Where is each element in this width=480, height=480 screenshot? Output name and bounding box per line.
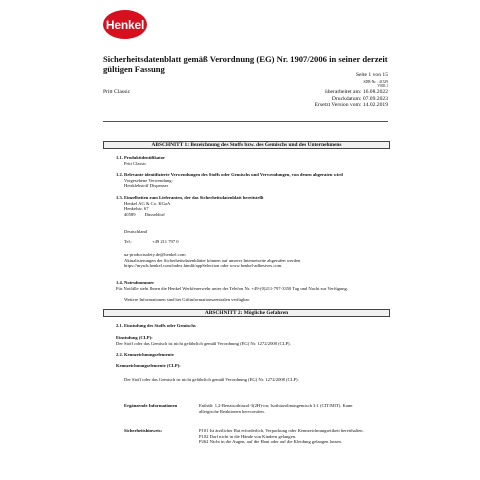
emergency-text: Für Notfälle steht Ihnen die Henkel Werkfeuerwehr unter der Telefon Nr. +49-(0)211-797-3350 Tag und Nacht zur Verfügung. [116,285,348,291]
company-city: 40589 Düsseldorf [124,211,165,217]
intended-use-label: Vorgesehene Verwendung: [124,177,173,183]
precautionary-statements [199,428,364,445]
supplementary-line-1: Enthält: 1,2-Benzisothiazol-3(2H)-on; Isothiazolinongemisch 3:1 (CIT/MIT). Kann [199,403,353,408]
section-2-2-title: 2.2. Kennzeichnungselemente [116,352,174,357]
contact-info [124,252,300,269]
precautionary-label: Sicherheitshinweis: [124,428,163,433]
precautionary-p262: P262 Nicht in die Augen, auf die Haut oder auf die Kleidung gelangen lassen. [199,439,343,445]
logo-text: Henkel [105,17,145,32]
labelling-heading: Kennzeichnungselemente (CLP): [116,363,181,368]
page-info: Seite 1 von 15 [355,72,388,78]
precautionary-p101: P101 Ist ärztlicher Rat erforderlich, Verpackung oder Kennzeichnungsetikett bereithalten. [199,428,364,433]
supplementary-line-2: allergische Reaktionen hervorrufen. [199,408,265,414]
clp-heading: Einstufung (CLP): [116,335,153,340]
section-2-1-title: 2.1. Einstufung des Stoffs oder Gemischs [116,323,196,328]
section-1-3 [116,195,264,217]
company-street: Henkelstr. 67 [124,206,149,212]
clp-classification [116,335,291,346]
product-identifier: Pritt Classic [124,160,147,166]
labelling-elements [116,363,181,369]
product-name: Pritt Classic [103,89,131,95]
section-2-heading: ABSCHNITT 2: Mögliche Gefahren [103,309,390,317]
section-1-2 [116,172,343,189]
replaces-version-date: Ersetzt Version vom: 14.02.2019 [314,102,388,109]
sds-update-note: Aktualisierungen der Sicherheitsdatenblätter können auf unserer Internetseite abgerufen werden [124,257,301,263]
revised-date: überarbeitet am: 16.08.2022 [324,89,388,95]
poison-center-note: Weitere Informationen sind bei Giftinformationszentralen verfügbar. [124,297,250,302]
tel-value: +49 211 797 0 [152,239,179,244]
print-date: Druckdatum: 07.09.2023 [331,95,388,102]
document-title: Sicherheitsdatenblatt gemäß Verordnung (EG) Nr. 1907/2006 in seiner derzeit gültigen Fassung [103,54,388,74]
labelling-text: Der Stoff oder das Gemisch ist nicht gefährlich gemäß Verordnung (EG) Nr. 1272/2008 (CLP). [124,377,299,382]
tel-label: Tel.: [124,239,133,244]
section-1-2-heading: 1.2. Relevante identifizierte Verwendungen des Stoffs oder Gemischs und Verwendungen, von denen abgeraten wird [116,172,343,177]
section-2-1-heading [116,323,196,329]
divider [103,121,388,122]
section-1-heading: ABSCHNITT 1: Bezeichnung des Stoffs bzw. des Gemischs und des Unternehmens [103,141,390,149]
section-1-1 [116,155,165,166]
section-1-3-heading: 1.3. Einzelheiten zum Lieferanten, der das Sicherheitsdatenblatt bereitstellt [116,195,264,200]
sds-number-line: SDB-Nr. : 41529 [363,80,388,84]
sds-number [364,80,388,88]
henkel-logo [103,10,147,39]
intended-use-value: Heisklebstoff Dispenser [124,183,169,189]
clp-text: Der Stoff oder das Gemisch ist nicht gefährlich gemäß Verordnung (EG) Nr. 1272/2008 (CLP). [116,340,291,346]
company-country: Deutschland [124,229,147,234]
section-1-4-heading: 1.4. Notrufnummer [116,280,155,285]
sds-version-line: V005.1 [377,84,388,89]
precautionary-p102: P102 Darf nicht in die Hände von Kindern gelangen. [199,433,297,439]
sds-url[interactable]: https://mysds.henkel.com/index.html#/appSelection oder www.henkel-adhesives.com. [124,263,283,269]
section-1-1-heading: 1.1. Produktidentifikator [116,155,166,160]
section-2-2-heading [116,352,174,358]
company-name: Henkel AG & Co. KGaA [124,200,171,206]
supplementary-info [199,403,352,414]
contact-email[interactable]: ua-productsafety.de@henkel.com [124,252,186,257]
supplementary-info-label: Ergänzende Informationen [124,403,178,408]
section-1-4 [116,280,348,291]
revision-dates [315,89,388,109]
